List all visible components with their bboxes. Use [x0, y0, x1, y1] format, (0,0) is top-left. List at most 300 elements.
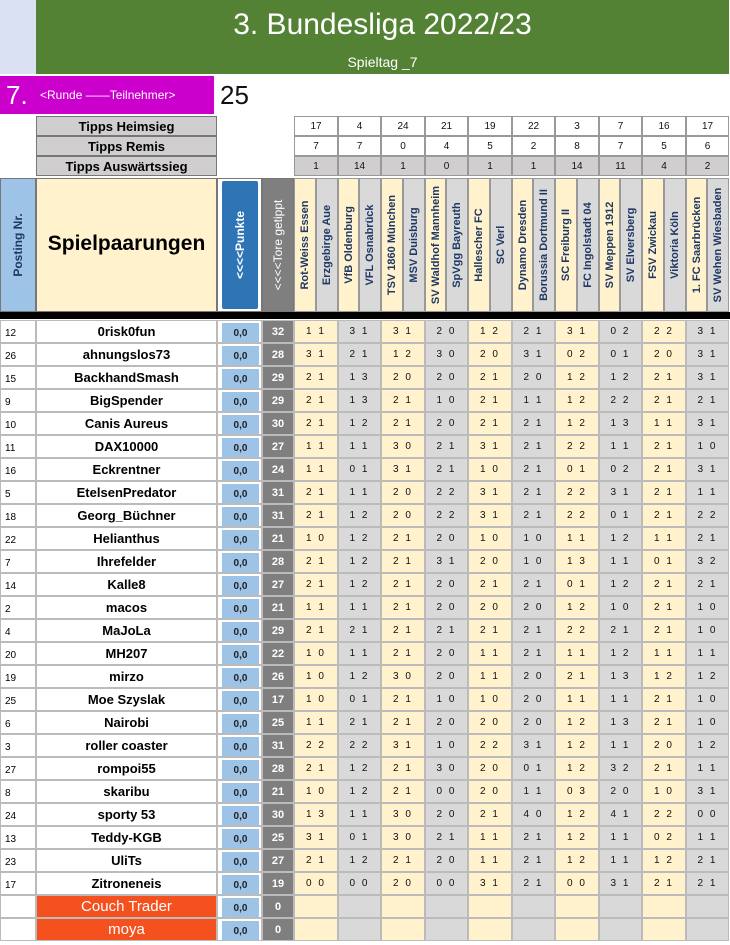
punkte-value: 0,0 [222, 668, 259, 687]
team-header [599, 178, 620, 312]
tipp-cell [468, 918, 512, 941]
tore-value: 27 [262, 849, 294, 872]
tipp-cell: 2 1 [294, 389, 338, 412]
tore-value: 0 [262, 895, 294, 918]
tipp-cell: 2 1 [642, 435, 686, 458]
posting-number: 13 [0, 826, 36, 849]
team-name: Borussia Dortmund II [538, 189, 550, 301]
punkte-value: 0,0 [222, 806, 259, 825]
tipp-cell: 2 0 [381, 366, 425, 389]
stat-value: 22 [512, 116, 555, 136]
stat-value: 2 [512, 136, 555, 156]
tipp-cell: 2 1 [686, 527, 729, 550]
tipp-cell: 1 1 [338, 596, 381, 619]
tipp-cell: 1 1 [338, 642, 381, 665]
tipp-cell: 3 0 [381, 826, 425, 849]
tipp-cell: 3 1 [686, 412, 729, 435]
tipp-cell: 1 2 [468, 320, 512, 343]
punkte-cell [217, 849, 262, 872]
table-row [0, 642, 730, 665]
tipp-cell: 1 0 [468, 527, 512, 550]
tipp-cell: 2 1 [642, 688, 686, 711]
punkte-value: 0,0 [222, 599, 259, 618]
participant-name: moya [36, 918, 217, 941]
tipp-cell: 1 0 [294, 527, 338, 550]
team-header [512, 178, 533, 312]
tipp-cell: 3 1 [512, 734, 555, 757]
tipp-cell: 0 0 [555, 872, 599, 895]
tipp-cell: 2 0 [512, 665, 555, 688]
table-row [0, 550, 730, 573]
tipp-cell: 1 2 [555, 596, 599, 619]
team-header [425, 178, 446, 312]
tipp-cell: 1 0 [425, 688, 468, 711]
tipp-cell: 2 1 [294, 550, 338, 573]
tipp-cell: 2 1 [512, 872, 555, 895]
posting-number: 7 [0, 550, 36, 573]
tipp-cell: 2 1 [381, 573, 425, 596]
team-header [316, 178, 338, 312]
tipp-cell: 1 2 [338, 757, 381, 780]
tipp-cell: 1 1 [338, 803, 381, 826]
tipp-cell: 4 1 [599, 803, 642, 826]
tipp-cell: 1 1 [599, 688, 642, 711]
tipp-cell: 1 1 [468, 665, 512, 688]
tore-value: 28 [262, 757, 294, 780]
punkte-value: 0,0 [222, 415, 259, 434]
participant-name: sporty 53 [36, 803, 217, 826]
punkte-value: 0,0 [222, 921, 259, 940]
tipp-cell [686, 895, 729, 918]
tipp-cell: 1 2 [555, 826, 599, 849]
tipp-cell: 3 1 [338, 320, 381, 343]
posting-number: 8 [0, 780, 36, 803]
tipp-cell: 2 0 [512, 596, 555, 619]
tipp-cell: 3 1 [468, 435, 512, 458]
tipp-cell: 0 1 [555, 458, 599, 481]
table-row [0, 803, 730, 826]
participant-name: mirzo [36, 665, 217, 688]
team-header [359, 178, 381, 312]
punkte-value: 0,0 [222, 369, 259, 388]
posting-number: 10 [0, 412, 36, 435]
team-header [642, 178, 664, 312]
stat-value: 7 [599, 136, 642, 156]
punkte-cell [217, 803, 262, 826]
tipp-cell: 2 1 [686, 573, 729, 596]
punkte-cell [217, 688, 262, 711]
tipp-cell [294, 918, 338, 941]
tipp-cell: 1 1 [294, 435, 338, 458]
tipp-cell: 1 2 [642, 665, 686, 688]
participant-name: Helianthus [36, 527, 217, 550]
tipp-cell: 1 2 [555, 412, 599, 435]
participant-name: Teddy-KGB [36, 826, 217, 849]
tipp-cell: 2 1 [686, 849, 729, 872]
tipp-cell: 2 1 [512, 435, 555, 458]
tipp-cell: 1 2 [338, 412, 381, 435]
punkte-cell [217, 573, 262, 596]
tipp-cell: 2 2 [642, 320, 686, 343]
tipp-cell: 0 2 [642, 826, 686, 849]
punkte-cell [217, 734, 262, 757]
tore-value: 27 [262, 435, 294, 458]
punkte-value: 0,0 [222, 346, 259, 365]
punkte-value: 0,0 [222, 622, 259, 641]
tipp-cell: 3 1 [512, 343, 555, 366]
stat-value: 19 [468, 116, 512, 136]
tipp-cell: 2 0 [468, 343, 512, 366]
tipp-cell [599, 918, 642, 941]
tipp-cell: 2 1 [294, 481, 338, 504]
tipp-cell: 1 1 [338, 481, 381, 504]
tipp-cell: 1 1 [642, 642, 686, 665]
stat-value: 1 [294, 156, 338, 176]
tipp-cell [642, 895, 686, 918]
tipp-cell: 1 1 [512, 389, 555, 412]
tipp-cell: 1 0 [294, 642, 338, 665]
tipp-cell: 2 0 [512, 366, 555, 389]
table-row [0, 780, 730, 803]
posting-number: 4 [0, 619, 36, 642]
table-row [0, 458, 730, 481]
tipp-cell [381, 895, 425, 918]
tore-value: 25 [262, 711, 294, 734]
table-row [0, 573, 730, 596]
punkte-value: 0,0 [222, 461, 259, 480]
divider-bar [0, 312, 730, 319]
tipp-cell: 2 1 [642, 366, 686, 389]
table-row [0, 849, 730, 872]
tipp-cell: 1 2 [555, 734, 599, 757]
tipp-cell: 2 1 [381, 596, 425, 619]
tipp-cell: 2 1 [512, 481, 555, 504]
tipp-cell: 1 2 [555, 757, 599, 780]
stat-value: 1 [381, 156, 425, 176]
tore-value: 21 [262, 527, 294, 550]
tore-value: 29 [262, 366, 294, 389]
punkte-value: 0,0 [222, 576, 259, 595]
tipp-cell: 2 1 [425, 435, 468, 458]
stat-value: 7 [294, 136, 338, 156]
stat-value: 1 [468, 156, 512, 176]
tipp-cell: 1 2 [599, 573, 642, 596]
punkte-value: 0,0 [222, 737, 259, 756]
tipp-cell: 3 1 [294, 343, 338, 366]
posting-number: 24 [0, 803, 36, 826]
tipp-cell: 0 1 [555, 573, 599, 596]
tipp-cell [425, 895, 468, 918]
participant-name: skaribu [36, 780, 217, 803]
team-name: SC Freiburg II [560, 208, 572, 282]
tipp-cell: 2 1 [381, 849, 425, 872]
stat-value: 0 [425, 156, 468, 176]
team-name: Rot-Weiss Essen [299, 200, 311, 290]
tipp-cell [686, 918, 729, 941]
tipp-cell: 2 1 [381, 527, 425, 550]
tipp-cell: 2 0 [425, 320, 468, 343]
team-header [620, 178, 642, 312]
stat-value: 3 [555, 116, 599, 136]
tipp-cell: 2 1 [512, 826, 555, 849]
tipp-cell: 3 0 [425, 343, 468, 366]
participant-name: DAX10000 [36, 435, 217, 458]
table-row [0, 343, 730, 366]
stat-value: 2 [686, 156, 729, 176]
tipp-cell: 2 1 [642, 573, 686, 596]
tipp-cell: 2 0 [425, 412, 468, 435]
table-row [0, 366, 730, 389]
participant-name: MH207 [36, 642, 217, 665]
tipp-cell: 3 1 [294, 826, 338, 849]
tipp-cell: 1 2 [338, 780, 381, 803]
punkte-header [217, 178, 262, 312]
table-row [0, 872, 730, 895]
tore-value: 30 [262, 412, 294, 435]
spielpaarungen-header: Spielpaarungen [36, 178, 217, 312]
tipp-cell: 0 1 [599, 343, 642, 366]
participant-name: 0risk0fun [36, 320, 217, 343]
tipp-cell: 2 2 [555, 481, 599, 504]
tore-value: 32 [262, 320, 294, 343]
tipp-cell [294, 895, 338, 918]
tipp-cell: 2 2 [599, 389, 642, 412]
tipp-cell: 2 0 [381, 872, 425, 895]
stat-value: 14 [555, 156, 599, 176]
tipp-cell: 1 0 [686, 435, 729, 458]
tipp-cell: 1 1 [599, 849, 642, 872]
stat-value: 7 [599, 116, 642, 136]
punkte-cell [217, 481, 262, 504]
stat-value: 5 [468, 136, 512, 156]
team-header [294, 178, 316, 312]
table-row [0, 527, 730, 550]
stat-value: 4 [338, 116, 381, 136]
tipp-cell: 2 1 [642, 481, 686, 504]
tipp-cell: 3 0 [381, 435, 425, 458]
tipp-cell: 1 0 [425, 389, 468, 412]
punkte-cell [217, 366, 262, 389]
punkte-value: 0,0 [222, 507, 259, 526]
tipp-cell: 1 1 [294, 711, 338, 734]
tipp-cell: 2 0 [642, 734, 686, 757]
posting-number: 3 [0, 734, 36, 757]
tipp-cell: 2 1 [338, 711, 381, 734]
tore-value: 24 [262, 458, 294, 481]
team-name: MSV Duisburg [408, 207, 420, 283]
tipp-cell: 1 1 [512, 780, 555, 803]
team-header [664, 178, 686, 312]
tipp-cell: 1 0 [686, 619, 729, 642]
tipp-cell: 2 1 [381, 711, 425, 734]
punkte-value: 0,0 [222, 553, 259, 572]
tipp-cell: 0 2 [555, 343, 599, 366]
tipp-cell: 1 1 [338, 435, 381, 458]
team-header [338, 178, 359, 312]
tipp-cell: 1 1 [468, 849, 512, 872]
tipp-cell [468, 895, 512, 918]
participant-name: Canis Aureus [36, 412, 217, 435]
posting-header [0, 178, 36, 312]
punkte-cell [217, 619, 262, 642]
tipp-cell: 3 1 [686, 343, 729, 366]
punkte-cell [217, 780, 262, 803]
tore-value: 28 [262, 550, 294, 573]
tipp-cell: 1 2 [338, 849, 381, 872]
stat-label: Tipps Heimsieg [36, 116, 217, 136]
tipp-cell [555, 895, 599, 918]
table-row [0, 435, 730, 458]
tipp-cell: 2 1 [642, 757, 686, 780]
team-name: SV Meppen 1912 [603, 201, 616, 289]
tipp-cell: 1 2 [599, 366, 642, 389]
table-row [0, 665, 730, 688]
participant-name: rompoi55 [36, 757, 217, 780]
tore-value: 25 [262, 826, 294, 849]
tipp-cell: 2 1 [381, 642, 425, 665]
tipp-cell: 2 1 [381, 412, 425, 435]
team-name: SV Waldhof Mannheim [429, 185, 442, 305]
tipp-cell: 2 1 [294, 366, 338, 389]
punkte-cell [217, 826, 262, 849]
table-row [0, 596, 730, 619]
tipp-cell: 2 2 [642, 803, 686, 826]
page-title: 3. Bundesliga 2022/23 [233, 8, 532, 41]
participant-name: EtelsenPredator [36, 481, 217, 504]
tipp-cell: 1 1 [642, 527, 686, 550]
tipp-cell: 3 1 [599, 481, 642, 504]
tipp-cell: 2 1 [512, 504, 555, 527]
participant-name: Eckrentner [36, 458, 217, 481]
tipp-cell: 1 0 [468, 458, 512, 481]
tipp-cell: 2 0 [425, 366, 468, 389]
tipp-cell: 2 1 [294, 573, 338, 596]
tipp-cell: 2 1 [512, 849, 555, 872]
table-row [0, 688, 730, 711]
tipp-cell: 3 1 [425, 550, 468, 573]
tipp-cell: 2 2 [425, 481, 468, 504]
tipp-cell: 2 0 [425, 596, 468, 619]
tipp-cell: 1 3 [599, 711, 642, 734]
tipp-cell: 2 1 [642, 872, 686, 895]
participant-name: Ihrefelder [36, 550, 217, 573]
stat-label: Tipps Remis [36, 136, 217, 156]
posting-number: 20 [0, 642, 36, 665]
stat-value: 7 [338, 136, 381, 156]
team-name: SV Elversberg [625, 207, 637, 283]
tipp-cell: 4 0 [512, 803, 555, 826]
tipp-cell: 2 1 [686, 389, 729, 412]
punkte-cell [217, 435, 262, 458]
table-row [0, 711, 730, 734]
tore-value: 29 [262, 619, 294, 642]
tipp-cell: 2 1 [294, 504, 338, 527]
team-header [555, 178, 577, 312]
tipp-cell: 1 3 [338, 366, 381, 389]
tore-value: 31 [262, 734, 294, 757]
tipp-cell: 2 1 [381, 757, 425, 780]
tipp-cell: 2 0 [468, 550, 512, 573]
punkte-header-label: <<<<Punkte [233, 210, 247, 280]
tipp-cell: 1 2 [381, 343, 425, 366]
punkte-value: 0,0 [222, 714, 259, 733]
posting-header-label: Posting Nr. [11, 213, 25, 277]
tore-value: 17 [262, 688, 294, 711]
tipp-cell: 2 0 [425, 711, 468, 734]
tipp-cell: 1 2 [338, 665, 381, 688]
tipp-cell: 2 1 [381, 619, 425, 642]
tore-value: 27 [262, 573, 294, 596]
tipp-cell: 0 0 [425, 872, 468, 895]
tipp-cell: 2 1 [642, 619, 686, 642]
stat-value: 17 [686, 116, 729, 136]
tore-value: 22 [262, 642, 294, 665]
tipp-cell: 2 0 [468, 711, 512, 734]
punkte-value: 0,0 [222, 438, 259, 457]
tipp-cell: 1 0 [294, 688, 338, 711]
tipp-cell: 1 0 [512, 527, 555, 550]
punkte-cell [217, 504, 262, 527]
tipp-cell: 1 2 [686, 665, 729, 688]
tipp-cell: 2 1 [512, 320, 555, 343]
team-name: Hallescher FC [473, 208, 485, 282]
tipp-cell: 2 1 [512, 458, 555, 481]
posting-number: 11 [0, 435, 36, 458]
tore-value: 21 [262, 596, 294, 619]
tipp-cell: 1 1 [599, 550, 642, 573]
teilnehmer-count: 25 [220, 80, 249, 110]
tipp-cell: 2 2 [686, 504, 729, 527]
tipp-cell [381, 918, 425, 941]
tipp-cell [338, 918, 381, 941]
stat-value: 0 [381, 136, 425, 156]
tipp-cell: 1 2 [555, 711, 599, 734]
punkte-cell [217, 596, 262, 619]
tipp-cell: 1 1 [686, 757, 729, 780]
tipp-cell: 0 1 [338, 826, 381, 849]
tipp-cell [555, 918, 599, 941]
table-row [0, 757, 730, 780]
tipp-cell: 1 0 [599, 596, 642, 619]
stat-value: 6 [686, 136, 729, 156]
corner-cell [0, 0, 36, 74]
tipp-cell: 1 1 [642, 412, 686, 435]
tipp-cell: 2 0 [425, 573, 468, 596]
punkte-value: 0,0 [222, 898, 259, 917]
team-header [707, 178, 729, 312]
tipp-cell: 2 2 [425, 504, 468, 527]
tipp-cell: 2 2 [555, 435, 599, 458]
posting-number: 2 [0, 596, 36, 619]
punkte-cell [217, 665, 262, 688]
tipp-cell: 1 1 [294, 596, 338, 619]
tipp-cell: 0 2 [599, 458, 642, 481]
participant-name: macos [36, 596, 217, 619]
posting-number: 18 [0, 504, 36, 527]
tipp-cell: 1 0 [686, 711, 729, 734]
tipp-cell: 1 0 [512, 550, 555, 573]
team-name: FC Ingolstadt 04 [582, 202, 594, 288]
stat-value: 5 [642, 136, 686, 156]
participant-name: Georg_Büchner [36, 504, 217, 527]
tipp-cell: 1 2 [599, 527, 642, 550]
participant-name: MaJoLa [36, 619, 217, 642]
punkte-cell [217, 550, 262, 573]
tore-header [262, 178, 294, 312]
tipp-cell: 3 0 [425, 757, 468, 780]
tipp-cell: 2 0 [425, 849, 468, 872]
tipp-cell: 0 2 [599, 320, 642, 343]
